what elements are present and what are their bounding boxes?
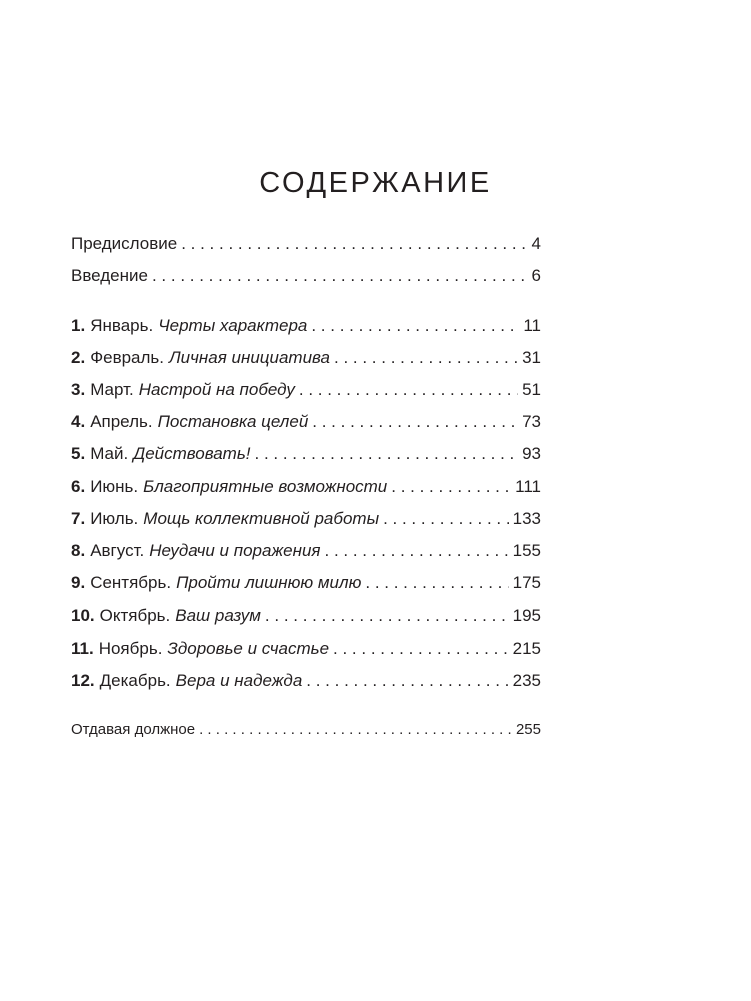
chapter-month: Январь. bbox=[90, 316, 154, 335]
entry-page: 215 bbox=[512, 639, 541, 658]
chapter-month: Март. bbox=[90, 380, 134, 399]
toc-entry-chapter-11[interactable] bbox=[71, 636, 541, 662]
chapter-month: Апрель. bbox=[90, 412, 153, 431]
chapter-number: 11. bbox=[71, 639, 94, 658]
chapter-number: 9. bbox=[71, 573, 86, 592]
entry-page: 155 bbox=[512, 541, 541, 560]
chapter-month: Июль. bbox=[90, 509, 139, 528]
chapter-topic: Черты характера bbox=[158, 316, 308, 335]
entry-page: 11 bbox=[523, 316, 541, 335]
dot-leader bbox=[365, 570, 508, 596]
chapter-number: 1. bbox=[71, 316, 86, 335]
entry-page: 195 bbox=[512, 606, 541, 625]
chapter-number: 12. bbox=[71, 671, 95, 690]
chapter-topic: Настрой на победу bbox=[138, 380, 295, 399]
dot-leader bbox=[181, 231, 527, 257]
chapter-topic: Неудачи и поражения bbox=[149, 541, 321, 560]
dot-leader bbox=[265, 603, 509, 629]
chapter-topic: Вера и надежда bbox=[175, 671, 303, 690]
toc-entry-chapter-2[interactable] bbox=[71, 345, 541, 371]
chapter-topic: Пройти лишнюю милю bbox=[176, 573, 362, 592]
toc-entry-chapter-8[interactable] bbox=[71, 538, 541, 564]
chapter-topic: Здоровье и счастье bbox=[167, 639, 330, 658]
entry-page: 4 bbox=[531, 234, 541, 253]
entry-title: Отдавая должное bbox=[71, 721, 196, 738]
entry-page: 93 bbox=[522, 444, 541, 463]
toc-entry-chapter-5[interactable] bbox=[71, 441, 541, 467]
chapter-month: Декабрь. bbox=[99, 671, 171, 690]
chapter-topic: Действовать! bbox=[133, 444, 251, 463]
chapter-number: 4. bbox=[71, 412, 86, 431]
dot-leader bbox=[311, 313, 519, 339]
toc-entry-chapter-4[interactable] bbox=[71, 409, 541, 435]
toc-entry-chapter-7[interactable] bbox=[71, 506, 541, 532]
dot-leader bbox=[383, 506, 509, 532]
toc-entry-introduction[interactable] bbox=[71, 263, 541, 289]
toc-entry-chapter-3[interactable] bbox=[71, 377, 541, 403]
dot-leader bbox=[391, 474, 511, 500]
chapter-month: Октябрь. bbox=[99, 606, 171, 625]
toc-heading: СОДЕРЖАНИЕ bbox=[259, 167, 492, 199]
entry-page: 31 bbox=[522, 348, 541, 367]
toc-entry-chapter-12[interactable] bbox=[71, 668, 541, 694]
toc-entry-chapter-1[interactable] bbox=[71, 313, 541, 339]
toc-entry-acknowledgements[interactable] bbox=[71, 717, 541, 743]
entry-page: 51 bbox=[522, 380, 541, 399]
chapter-number: 6. bbox=[71, 477, 86, 496]
chapter-month: Сентябрь. bbox=[90, 573, 172, 592]
dot-leader bbox=[152, 263, 528, 289]
chapter-month: Ноябрь. bbox=[98, 639, 163, 658]
chapter-topic: Благоприятные возможности bbox=[143, 477, 388, 496]
entry-page: 235 bbox=[512, 671, 541, 690]
dot-leader bbox=[334, 345, 518, 371]
dot-leader bbox=[255, 441, 519, 467]
chapter-number: 10. bbox=[71, 606, 95, 625]
dot-leader bbox=[306, 668, 508, 694]
entry-page: 111 bbox=[515, 477, 541, 496]
chapter-topic: Ваш разум bbox=[175, 606, 261, 625]
dot-leader bbox=[325, 538, 509, 564]
chapter-month: Август. bbox=[90, 541, 145, 560]
chapter-number: 2. bbox=[71, 348, 86, 367]
entry-title: Предисловие bbox=[71, 234, 178, 253]
toc-entry-preface[interactable] bbox=[71, 231, 541, 257]
chapter-number: 7. bbox=[71, 509, 86, 528]
dot-leader bbox=[199, 717, 512, 743]
chapter-topic: Мощь коллективной работы bbox=[143, 509, 380, 528]
chapter-month: Май. bbox=[90, 444, 129, 463]
entry-page: 255 bbox=[515, 721, 541, 738]
dot-leader bbox=[333, 636, 509, 662]
chapter-number: 8. bbox=[71, 541, 86, 560]
toc-entry-chapter-6[interactable] bbox=[71, 474, 541, 500]
chapter-topic: Личная инициатива bbox=[169, 348, 331, 367]
chapter-month: Февраль. bbox=[90, 348, 165, 367]
toc-entry-chapter-10[interactable] bbox=[71, 603, 541, 629]
chapter-topic: Постановка целей bbox=[157, 412, 309, 431]
chapter-number: 3. bbox=[71, 380, 86, 399]
entry-page: 6 bbox=[531, 266, 541, 285]
dot-leader bbox=[299, 377, 518, 403]
entry-page: 73 bbox=[522, 412, 541, 431]
entry-page: 133 bbox=[512, 509, 541, 528]
chapter-number: 5. bbox=[71, 444, 86, 463]
entry-page: 175 bbox=[512, 573, 541, 592]
entry-title: Введение bbox=[71, 266, 148, 285]
toc-entry-chapter-9[interactable] bbox=[71, 570, 541, 596]
dot-leader bbox=[312, 409, 518, 435]
chapter-month: Июнь. bbox=[90, 477, 139, 496]
